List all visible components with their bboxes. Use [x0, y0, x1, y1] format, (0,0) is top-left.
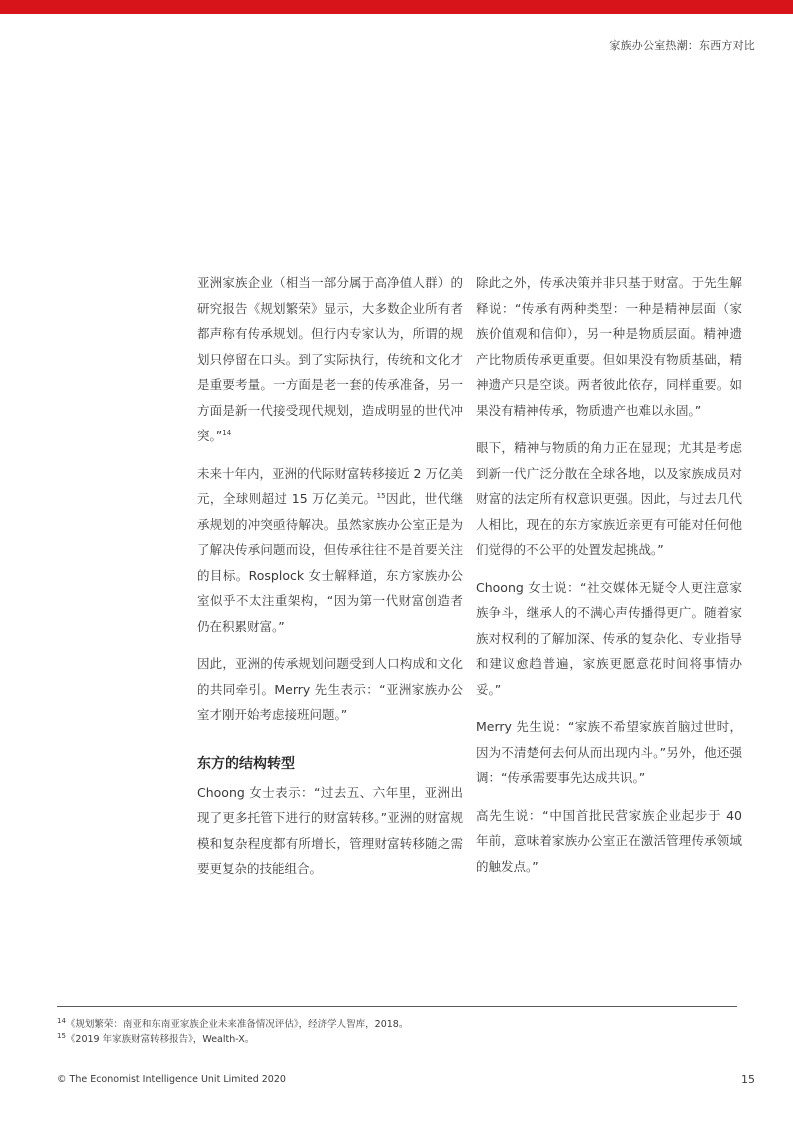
paragraph	[476, 435, 742, 563]
paragraph	[197, 270, 463, 449]
footnote-mark: 15	[57, 1031, 66, 1040]
page-number: 15	[741, 1073, 755, 1086]
top-accent-bar	[0, 0, 793, 14]
running-title: 家族办公室热潮：东西方对比	[609, 39, 755, 52]
footnote-text: 《2019 年家族财富转移报告》，Wealth-X。	[65, 1034, 255, 1045]
footnote-divider	[57, 1006, 737, 1007]
footnote-14	[57, 1017, 737, 1032]
paragraph-text: 除此之外，传承决策并非只基于财富。于先生解释说：“传承有两种类型：一种是精神层面（家族价值观和信仰），另一种是物质层面。精神遗产比物质传承更重要。但如果没有物质基础，精神遗产只是空谈。两者彼此依存，同样重要。如果没有精神传承，物质遗产也难以永固。”	[476, 275, 742, 418]
paragraph-text: 眼下，精神与物质的角力正在显现；尤其是考虑到新一代广泛分散在全球各地，以及家族成员对财富的法定所有权意识更强。因此，与过去几代人相比，现在的东方家族近亲更有可能对任何他们觉得的不公平的处置发起挑战。”	[476, 440, 742, 557]
paragraph-text: Choong 女士表示：“过去五、六年里，亚洲出现了更多托管下进行的财富转移。”亚洲的财富规模和复杂程度都有所增长，管理财富转移随之需要更复杂的技能组合。	[197, 784, 463, 876]
paragraph-text: Merry 先生说：“家族不希望家族首脑过世时，因为不清楚何去何从而出现内斗。”另外，他还强调：“传承需要事先达成共识。”	[476, 719, 742, 785]
right-column	[476, 270, 742, 891]
paragraph	[197, 780, 463, 882]
paragraph-text: 因此，世代继承规划的冲突亟待解决。虽然家族办公室正是为了解决传承问题而设，但传承往往不是首要关注的目标。Rosplock 女士解释道，东方家族办公室似乎不太注重架构，“因为第一代财富创造者仍在积累财富。”	[197, 491, 463, 634]
footnote-15	[57, 1032, 737, 1047]
paragraph-text: 因此，亚洲的传承规划问题受到人口构成和文化的共同牵引。Merry 先生表示：“亚洲家族办公室才刚开始考虑接班问题。”	[197, 656, 463, 722]
paragraph	[476, 803, 742, 880]
footnote-text: 《规划繁荣：南亚和东南亚家族企业未来准备情况评估》，经济学人智库，2018。	[65, 1019, 409, 1030]
paragraph-text: 亚洲家族企业（相当一部分属于高净值人群）的研究报告《规划繁荣》显示，大多数企业所有者都声称有传承规划。但行内专家认为，所谓的规划只停留在口头。到了实际执行，传统和文化才是重要考量。一方面是老一套的传承准备，另一方面是新一代接受现代规划，造成明显的世代冲突。”	[197, 275, 463, 443]
paragraph	[476, 575, 742, 703]
paragraph	[476, 714, 742, 791]
footnotes	[57, 1017, 737, 1047]
paragraph-text: 未来十年内，亚洲的代际财富转移接近 2 万亿美元，全球则超过 15 万亿美元。	[197, 465, 463, 506]
left-column	[197, 270, 463, 894]
footnote-ref[interactable]: 14	[222, 428, 232, 437]
paragraph	[197, 651, 463, 728]
paragraph-text: Choong 女士说：“社交媒体无疑令人更注意家族争斗，继承人的不满心声传播得更广。随着家族对权利的了解加深、传承的复杂化、专业指导和建议愈趋普遍，家族更愿意花时间将事情办妥。”	[476, 579, 742, 697]
paragraph	[197, 461, 463, 640]
paragraph-text: 高先生说：“中国首批民营家族企业起步于 40 年前，意味着家族办公室正在激活管理传承领域的触发点。”	[476, 807, 742, 874]
paragraph	[476, 270, 742, 423]
section-heading: 东方的结构转型	[197, 755, 295, 772]
footnote-ref[interactable]: 15	[376, 491, 386, 500]
footnote-mark: 14	[57, 1016, 66, 1025]
copyright-notice: © The Economist Intelligence Unit Limited 2020	[57, 1074, 286, 1085]
